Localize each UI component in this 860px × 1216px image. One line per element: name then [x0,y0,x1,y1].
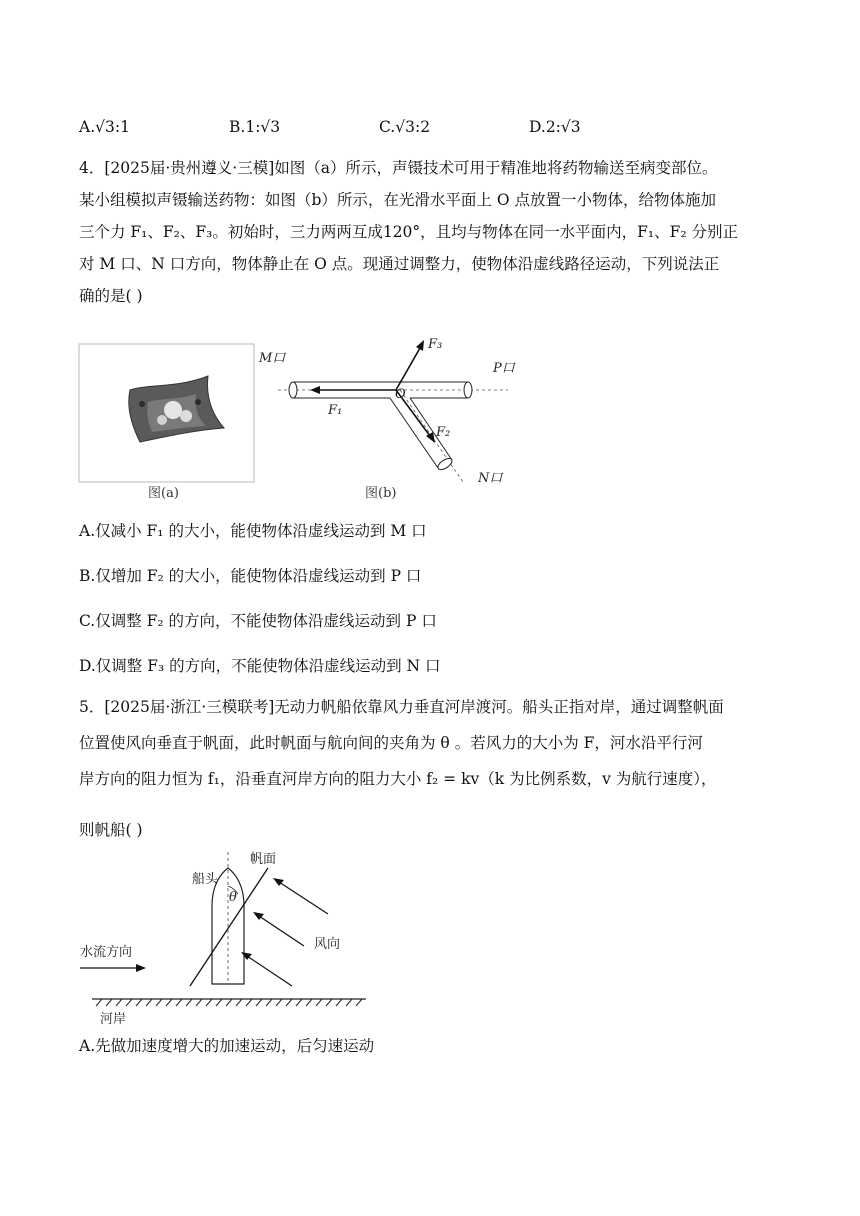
caption-b: 图(b) [365,486,397,501]
label-wind: 风向 [314,937,341,952]
q4-stem-line-2: 某小组模拟声镊输送药物：如图（b）所示，在光滑水平面上 O 点放置一小物体，给物体施加 [79,191,716,209]
q4-stem-line-4: 对 M 口、N 口方向，物体静止在 O 点。现通过调整力，使物体沿虚线路径运动，下列说法正 [79,255,720,273]
label-f3: F₃ [428,337,443,352]
q4-figure [78,332,538,508]
q5-stem-line-3: 岸方向的阻力恒为 f₁，沿垂直河岸方向的阻力大小 f₂ = kv（k 为比例系数，v 为航行速度）， [79,770,717,788]
q3-option-b[interactable]: B.1:√3 [229,118,281,136]
river-bank [92,999,366,1006]
q3-option-c[interactable]: C.√3:2 [379,118,431,136]
q4-option-a[interactable]: A.仅减小 F₁ 的大小，能使物体沿虚线运动到 M 口 [79,522,427,540]
q5-stem-line-1: 5．[2025届·浙江·三模联考]无动力帆船依靠风力垂直河岸渡河。船头正指对岸，通过调整帆面 [79,698,724,716]
label-p-port: P口 [493,361,515,376]
q3-option-a[interactable]: A.√3:1 [79,118,130,136]
label-sail: 帆面 [250,852,277,867]
q5-option-a[interactable]: A.先做加速度增大的加速运动，后匀速运动 [79,1037,375,1055]
caption-a: 图(a) [148,486,179,501]
label-f2: F₂ [436,425,451,440]
q4-option-b[interactable]: B.仅增加 F₂ 的大小，能使物体沿虚线运动到 P 口 [79,567,422,585]
figure-a-photo [79,344,254,482]
figure-b-pipes [278,340,508,482]
label-f1: F₁ [328,403,343,418]
label-theta: θ [229,890,237,905]
q4-option-d[interactable]: D.仅调整 F₃ 的方向，不能使物体沿虚线运动到 N 口 [79,657,441,675]
q5-figure [78,846,378,1028]
label-bank: 河岸 [100,1012,127,1027]
label-n-port: N口 [478,471,503,486]
label-m-port: M口 [259,351,286,366]
label-flow: 水流方向 [80,945,133,960]
q4-stem-line-3: 三个力 F₁、F₂、F₃。初始时，三力两两互成120°，且均与物体在同一水平面内，F₁、F₂ 分别正 [79,223,739,241]
q4-stem-line-5: 确的是( ) [79,287,143,305]
label-bow: 船头 [192,872,219,887]
q4-option-c[interactable]: C.仅调整 F₂ 的方向，不能使物体沿虚线运动到 P 口 [79,612,437,630]
wind-arrows [241,878,328,986]
q5-stem-line-2: 位置使风向垂直于帆面，此时帆面与航向间的夹角为 θ 。若风力的大小为 F，河水沿平行河 [79,734,703,752]
q3-option-d[interactable]: D.2:√3 [529,118,581,136]
q4-stem-line-1: 4．[2025届·贵州遵义·三模]如图（a）所示，声镊技术可用于精准地将药物输送至病变部位。 [79,159,718,177]
q5-stem-line-4: 则帆船( ) [79,821,143,839]
label-o: O [395,387,406,402]
q3-options [0,118,860,140]
flow-arrow [80,964,146,972]
